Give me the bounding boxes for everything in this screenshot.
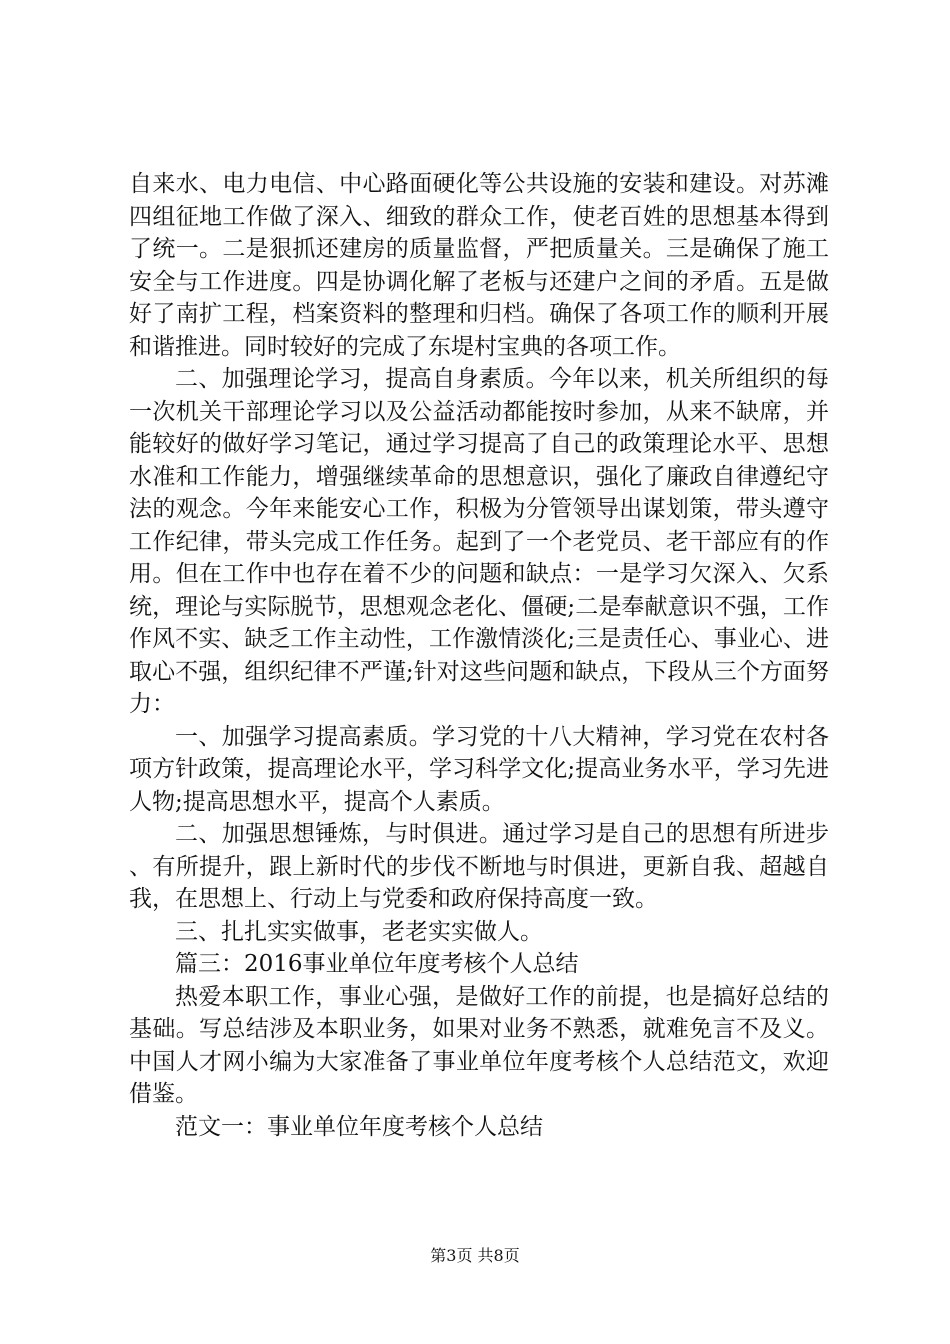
paragraph-1: 自来水、电力电信、中心路面硬化等公共设施的安装和建设。对苏滩四组征地工作做了深入、细致的群众工作，使老百姓的思想基本得到了统一。二是狠抓还建房的质量监督，严把质量关。三是确保了施工安全与工作进度。四是协调化解了老板与还建户之间的矛盾。五是做好了南扩工程，档案资料的整理和归档。确保了各项工作的顺利开展和谐推进。同时较好的完成了东堤村宝典的各项工作。: [129, 171, 829, 360]
paragraph-2: 二、加强理论学习，提高自身素质。今年以来，机关所组织的每一次机关干部理论学习以及公益活动都能按时参加，从来不缺席，并能较好的做好学习笔记，通过学习提高了自己的政策理论水平、思想水准和工作能力，增强继续革命的思想意识，强化了廉政自律遵纪守法的观念。今年来能安心工作，积极为分管领导出谋划策，带头遵守工作纪律，带头完成工作任务。起到了一个老党员、老干部应有的作用。但在工作中也存在着不少的问题和缺点：一是学习欠深入、欠系统，理论与实际脱节，思想观念老化、僵硬;二是奉献意识不强，工作作风不实、缺乏工作主动性，工作激情淡化;三是责任心、事业心、进取心不强，组织纪律不严谨;针对这些问题和缺点，下段从三个方面努力：: [129, 366, 829, 717]
paragraph-3: 一、加强学习提高素质。学习党的十八大精神，学习党在农村各项方针政策，提高理论水平，学习科学文化;提高业务水平，学习先进人物;提高思想水平，提高个人素质。: [129, 723, 829, 815]
section-heading: 篇三：2016事业单位年度考核个人总结: [175, 951, 579, 977]
paragraph-5: 三、扎扎实实做事，老老实实做人。: [175, 918, 543, 945]
sample-heading: 范文一：事业单位年度考核个人总结: [175, 1113, 543, 1140]
page-number-footer: 第3页 共8页: [430, 1246, 520, 1265]
paragraph-6: 热爱本职工作，事业心强，是做好工作的前提，也是搞好总结的基础。写总结涉及本职业务，如果对业务不熟悉，就难免言不及义。中国人才网小编为大家准备了事业单位年度考核个人总结范文，欢迎借鉴。: [129, 983, 829, 1107]
document-body: [129, 168, 829, 1143]
paragraph-4: 二、加强思想锤炼，与时俱进。通过学习是自己的思想有所进步、有所提升，跟上新时代的步伐不断地与时俱进，更新自我、超越自我，在思想上、行动上与党委和政府保持高度一致。: [129, 821, 829, 912]
